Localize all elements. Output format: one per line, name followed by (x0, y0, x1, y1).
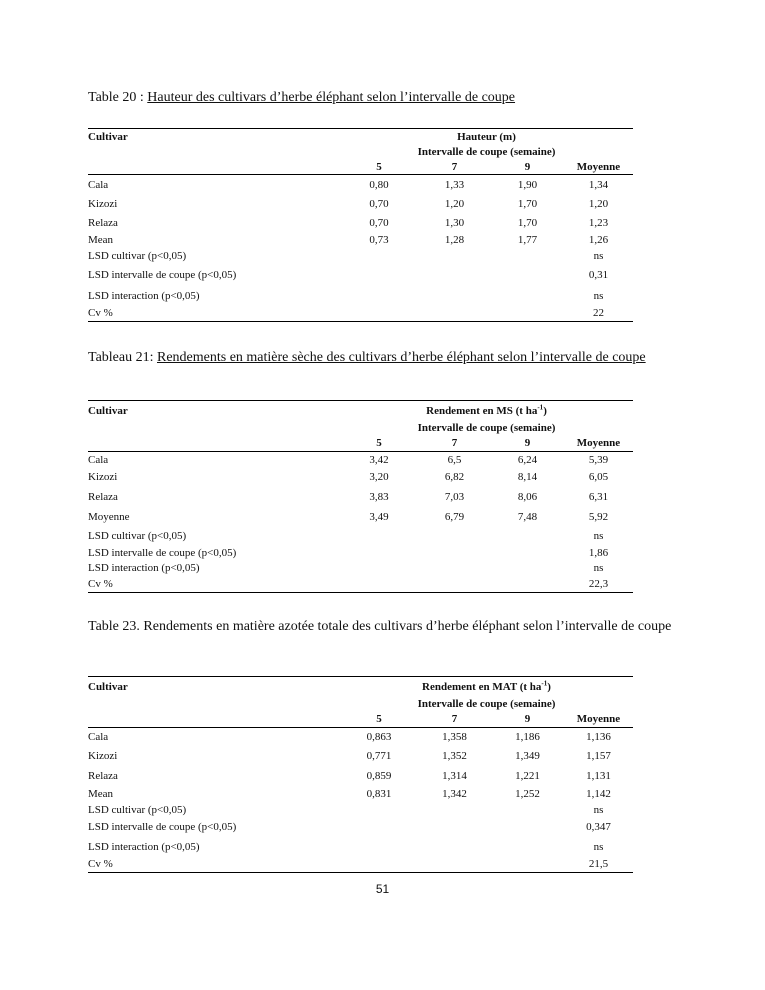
stat-value: ns (593, 562, 604, 574)
cell: 0,80 (369, 178, 389, 191)
header-main-text: Rendement en MS (t ha (426, 404, 538, 417)
stat-label: Cv % (88, 857, 340, 873)
table21-col-7: 7 (418, 436, 491, 452)
stat-label: LSD cultivar (p<0,05) (88, 530, 187, 542)
stat-row (88, 857, 633, 873)
table23 (88, 676, 633, 873)
table20-col-cultivar: Cultivar (88, 129, 340, 145)
cell: 1,90 (517, 178, 538, 191)
table-row (88, 232, 633, 248)
table20-col-5: 5 (340, 159, 418, 175)
table20-prefix: Table 20 : (88, 90, 148, 105)
table20-header-main: Hauteur (m) (340, 129, 633, 145)
cell: 1,186 (515, 731, 540, 743)
table21-title: Rendements en matière sèche des cultivars d’herbe éléphant selon l’intervalle de coupe (157, 350, 646, 365)
stat-value: 0,31 (588, 269, 609, 281)
cell: 1,352 (442, 750, 467, 762)
cell: 1,157 (586, 750, 611, 762)
stat-value: ns (593, 530, 604, 542)
stat-row (88, 264, 633, 286)
cell: 1,358 (442, 731, 467, 743)
table23-col-mean: Moyenne (564, 712, 633, 728)
row-label: Kizozi (88, 197, 118, 210)
table23-col-5: 5 (340, 712, 418, 728)
table-row (88, 175, 633, 195)
cell: 1,34 (588, 178, 609, 191)
cell: 8,06 (517, 490, 538, 503)
table-row (88, 507, 633, 527)
table-row (88, 747, 633, 766)
cell: 5,39 (588, 453, 609, 466)
cell: 1,77 (517, 234, 538, 246)
stat-row (88, 305, 633, 322)
stat-row (88, 286, 633, 305)
table23-col-7: 7 (418, 712, 491, 728)
stat-row (88, 527, 633, 546)
cell: 1,70 (517, 216, 538, 229)
cell: 0,771 (366, 750, 392, 762)
cell: 1,23 (588, 216, 609, 229)
header-main-end: ) (543, 404, 547, 417)
table-row (88, 766, 633, 786)
table20 (88, 128, 633, 322)
stat-row (88, 576, 633, 593)
cell: 1,26 (588, 234, 609, 246)
stat-label: LSD interaction (p<0,05) (88, 840, 200, 853)
row-label: Relaza (88, 216, 118, 229)
table-row (88, 194, 633, 213)
table21 (88, 400, 633, 593)
table21-prefix: Tableau 21: (88, 350, 157, 365)
stat-value: 1,86 (588, 547, 609, 559)
cell: 7,48 (517, 510, 538, 523)
table-row (88, 468, 633, 487)
stat-row (88, 818, 633, 837)
cell: 6,79 (444, 510, 465, 523)
cell: 1,70 (517, 197, 538, 210)
stat-label: LSD interaction (p<0,05) (88, 289, 200, 302)
cell: 1,252 (515, 787, 540, 800)
table-row (88, 451, 633, 468)
header-main-end: ) (547, 680, 551, 693)
cell: 1,20 (588, 197, 609, 210)
table23-header-sub: Intervalle de coupe (semaine) (417, 698, 556, 710)
row-label: Cala (88, 178, 109, 191)
table21-header-sub: Intervalle de coupe (semaine) (417, 422, 556, 434)
cell: 1,342 (442, 787, 467, 800)
cell: 8,14 (517, 471, 538, 483)
stat-label: Cv % (88, 305, 340, 322)
table23-col-cultivar: Cultivar (88, 677, 340, 697)
table-row (88, 487, 633, 507)
table21-header-main (340, 401, 633, 421)
cell: 3,49 (369, 510, 389, 523)
stat-value: 22,3 (564, 576, 633, 593)
table23-col-9: 9 (491, 712, 564, 728)
cell: 0,70 (369, 197, 389, 210)
table23-header-main (340, 677, 633, 697)
table20-title: Hauteur des cultivars d’herbe éléphant selon l’intervalle de coupe (147, 90, 516, 105)
header-main-sup: -1 (537, 403, 544, 412)
stat-label: LSD cultivar (p<0,05) (88, 803, 187, 816)
table-row (88, 213, 633, 232)
stat-label: LSD intervalle de coupe (p<0,05) (88, 821, 237, 833)
stat-row (88, 561, 633, 576)
cell: 3,42 (369, 453, 389, 466)
header-main-sup: -1 (541, 679, 548, 688)
row-label: Mean (88, 787, 114, 800)
row-label: Mean (88, 234, 114, 246)
stat-label: LSD intervalle de coupe (p<0,05) (88, 547, 237, 559)
table20-header-sub: Intervalle de coupe (semaine) (417, 145, 556, 158)
row-label: Relaza (88, 769, 118, 782)
stat-row (88, 802, 633, 818)
stat-label: Cv % (88, 576, 340, 593)
cell: 7,03 (444, 490, 465, 503)
table21-caption (88, 346, 678, 369)
stat-value: 21,5 (564, 857, 633, 873)
table20-col-9: 9 (491, 159, 564, 175)
table21-col-cultivar: Cultivar (88, 401, 340, 421)
page-number: 51 (375, 882, 390, 896)
stat-label: LSD cultivar (p<0,05) (88, 250, 187, 262)
table-row (88, 786, 633, 802)
cell: 1,30 (444, 216, 465, 229)
stat-value: ns (593, 289, 604, 302)
table23-caption (88, 615, 678, 638)
cell: 5,92 (588, 510, 609, 523)
table20-caption (88, 86, 678, 109)
cell: 1,221 (515, 769, 540, 782)
cell: 0,863 (366, 731, 392, 743)
table20-col-7: 7 (418, 159, 491, 175)
row-label: Cala (88, 731, 109, 743)
row-label: Kizozi (88, 750, 118, 762)
cell: 1,314 (442, 769, 467, 782)
row-label: Relaza (88, 490, 118, 503)
cell: 1,131 (586, 769, 611, 782)
stat-label: LSD intervalle de coupe (p<0,05) (88, 269, 237, 281)
stat-value: ns (593, 840, 604, 853)
cell: 3,20 (369, 471, 389, 483)
stat-label: LSD interaction (p<0,05) (88, 562, 200, 574)
table-row (88, 727, 633, 747)
cell: 6,31 (588, 490, 609, 503)
cell: 1,142 (586, 787, 611, 800)
cell: 6,24 (517, 453, 538, 466)
row-label: Cala (88, 453, 109, 466)
cell: 6,5 (447, 453, 462, 466)
stat-value: 22 (564, 305, 633, 322)
cell: 1,20 (444, 197, 465, 210)
cell: 3,83 (369, 490, 389, 503)
cell: 6,05 (588, 471, 609, 483)
row-label: Kizozi (88, 471, 118, 483)
stat-row (88, 546, 633, 561)
cell: 1,28 (444, 234, 465, 246)
cell: 0,831 (366, 787, 392, 800)
stat-row (88, 837, 633, 857)
cell: 0,70 (369, 216, 389, 229)
table21-col-9: 9 (491, 436, 564, 452)
cell: 1,349 (515, 750, 540, 762)
table20-col-mean: Moyenne (564, 159, 633, 175)
cell: 0,859 (366, 769, 392, 782)
stat-row (88, 248, 633, 264)
table21-col-5: 5 (340, 436, 418, 452)
cell: 1,136 (586, 731, 611, 743)
cell: 6,82 (444, 471, 465, 483)
cell: 0,73 (369, 234, 389, 246)
table21-col-mean: Moyenne (564, 436, 633, 452)
stat-value: ns (593, 803, 604, 816)
row-label: Moyenne (88, 510, 130, 523)
stat-value: ns (593, 250, 604, 262)
cell: 1,33 (444, 178, 465, 191)
table23-title: Table 23. Rendements en matière azotée totale des cultivars d’herbe éléphant selon l’intervalle de coupe (88, 619, 672, 634)
stat-value: 0,347 (586, 821, 611, 833)
header-main-text: Rendement en MAT (t ha (422, 680, 542, 693)
